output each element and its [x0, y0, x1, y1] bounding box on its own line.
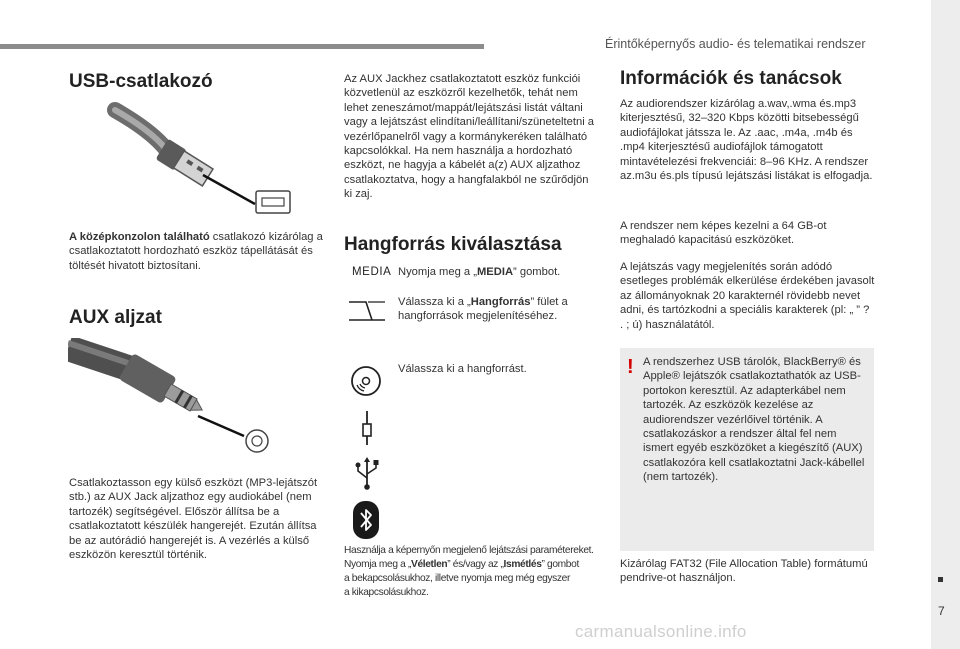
- tab-icon: [348, 298, 386, 322]
- step-select-source: Válassza ki a hangforrást.: [398, 363, 527, 375]
- info-filenames: A lejátszás vagy megjelenítés során adódó esetleges problémák elkerülése érdekében javasolt az állományoknak 20 karakternél rövidebb nevet adni, és tartózkodni a speciális karakterek (pl: „ ” ? . ; ú) használatától.: [620, 261, 875, 331]
- playback-note-line2: Nyomja meg a „Véletlen” és/vagy az „Ismétlés” gombot: [344, 559, 579, 570]
- playback-note-line1: Használja a képernyőn megjelenő lejátszási paramétereket.: [344, 545, 594, 556]
- playback-note-line4: a kikapcsolásukhoz.: [344, 587, 429, 598]
- info-fat32: Kizárólag FAT32 (File Allocation Table) formátumú pendrive-ot használjon.: [620, 558, 868, 585]
- usb-description: A középkonzolon található csatlakozó kizárólag a csatlakoztatott hordozható eszköz tápellátását és töltését hivatott biztosítani.: [69, 231, 323, 272]
- usb-plug-illustration: [105, 100, 305, 220]
- usb-title: USB-csatlakozó: [69, 71, 213, 92]
- step-media: Nyomja meg a „MEDIA” gombot.: [398, 266, 561, 278]
- aux-jack-illustration: [68, 338, 278, 458]
- page-marker: [938, 577, 943, 582]
- aux-usage-note: Az AUX Jackhez csatlakoztatott eszköz funkciói közvetlenül az eszközről kezelhetők, tehát nem lehet zeneszámot/mappát/lejátszási listát váltani vagy a lejátszást elindítani/leállítani/szüneteltetni a vezérlőpanelről vagy a kormánykeréken található kapcsolókkal. Ha nem használja a hordozható eszközt, ne hagyja a kábelét a(z) AUX aljzathoz csatlakoztatva, hogy a hangfalakból ne szűrődjön ki zaj.: [344, 73, 595, 201]
- bluetooth-icon: [352, 500, 380, 540]
- media-button-label: MEDIA: [352, 266, 392, 278]
- page-number: 7: [938, 604, 945, 618]
- watermark: carmanualsonline.info: [575, 622, 747, 641]
- warning-text: A rendszerhez USB tárolók, BlackBerry® és Apple® lejátszók csatlakoztathatók az USB-portokon keresztül. Az adapterkábel nem tartozék. Az eszközök kezelése az audiorendszer vezérlőivel történik. A csatlakozáskor a rendszer által fel nem ismert egyéb eszközöket a kiegészítő (AUX) csatlakozóra kell csatlakoztatni Jack-kábellel (nem tartozék).: [643, 356, 865, 484]
- info-capacity: A rendszer nem képes kezelni a 64 GB-ot meghaladó kapacitású eszközöket.: [620, 220, 827, 247]
- page-edge-strip: [931, 0, 960, 649]
- info-title: Információk és tanácsok: [620, 68, 842, 89]
- running-header: Érintőképernyős audio- és telematikai rendszer: [605, 37, 866, 51]
- info-formats: Az audiorendszer kizárólag a.wav,.wma és.mp3 kiterjesztésű, 32–320 Kbps közötti bitsebességű audiofájlokat játssza le. Az .aac, .m4a, .m4b és .mp4 kiterjesztésű audiofájlok támogatott mintavételezési frekvenciái: 8–96 KHz. A rendszer az.m3u és.pls típusú lejátszási listákat is elfogadja.: [620, 98, 873, 183]
- cd-icon: [350, 365, 382, 397]
- source-select-title: Hangforrás kiválasztása: [344, 234, 562, 255]
- aux-jack-icon: [356, 410, 378, 446]
- step-source-tab: Válassza ki a „Hangforrás” fület a hangforrások megjelenítéséhez.: [398, 296, 568, 323]
- aux-description: Csatlakoztasson egy külső eszközt (MP3-lejátszót stb.) az AUX Jack aljzathoz egy audiokábel (nem tartozék) segítségével. Először állítsa be a csatlakoztatott készülék hangerejét. Ezután állítsa be az autórádió hangerejét is. A vezérlés a külső eszközön keresztül történik.: [69, 477, 318, 562]
- playback-note-line3: a bekapcsolásukhoz, illetve nyomja meg még egyszer: [344, 573, 570, 584]
- warning-icon: !: [627, 356, 634, 378]
- header-rule: [0, 44, 484, 49]
- usb-icon: [352, 456, 382, 490]
- aux-title: AUX aljzat: [69, 307, 162, 328]
